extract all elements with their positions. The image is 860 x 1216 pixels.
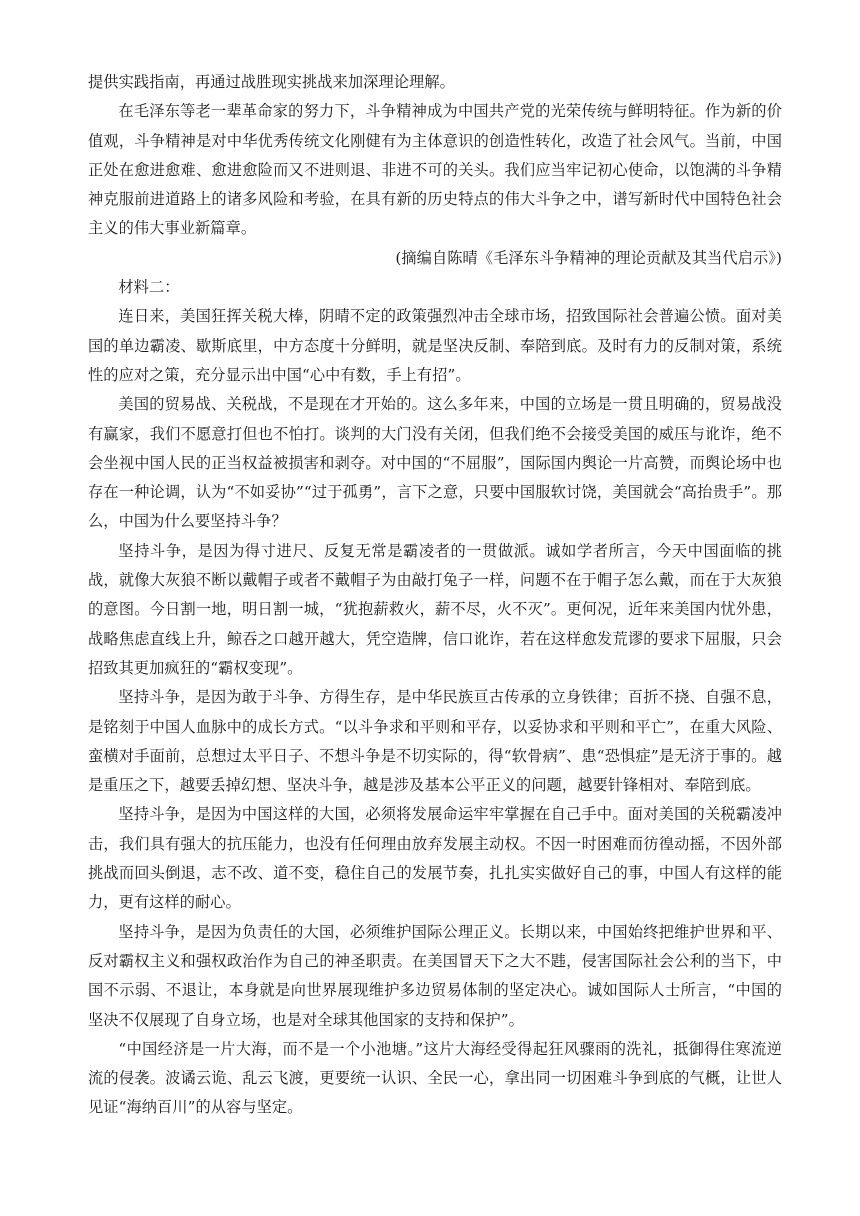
section-heading-material-two: 材料二： — [118, 278, 180, 297]
paragraph-reason-three: 坚持斗争，是因为中国这样的大国，必须将发展命运牢牢掌握在自己手中。面对美国的关税霸凌冲击，我们具有强大的抗压能力，也没有任何理由放弃发展主动权。不因一时困难而彷徨动摇，不因外部挑战而回头倒退，志不改、道不变，稳住自己的发展节奏，扎扎实实做好自己的事，中国人有这样的能力，更有这样的耐心。 — [88, 805, 782, 912]
paragraph-conclusion: “中国经济是一片大海，而不是一个小池塘。”这片大海经受得起狂风骤雨的洗礼，抵御得住寒流逆流的侵袭。波谲云诡、乱云飞渡，更要统一认识、全民一心，拿出同一切困难斗争到底的气概，让世人见证“海纳百川”的从容与坚定。 — [88, 1039, 782, 1117]
paragraph-reason-four: 坚持斗争，是因为负责任的大国，必须维护国际公理正义。长期以来，中国始终把维护世界和平、反对霸权主义和强权政治作为自己的神圣职责。在美国冒天下之大不韪，侵害国际社会公利的当下，中国不示弱、不退让，本身就是向世界展现维护多边贸易体制的坚定决心。诚如国际人士所言，“中国的坚决不仅展现了自身立场，也是对全球其他国家的支持和保护”。 — [88, 922, 782, 1029]
paragraph-reason-two: 坚持斗争，是因为敢于斗争、方得生存，是中华民族亘古传承的立身铁律；百折不挠、自强不息，是铭刻于中国人血脉中的成长方式。“以斗争求和平则和平存，以妥协求和平则和平亡”，在重大风险、蛮横对手面前，总想过太平日子、不想斗争是不切实际的，得“软骨病”、患“恐惧症”是无济于事的。越是重压之下，越要丢掉幻想、坚决斗争，越是涉及基本公平正义的问题，越要针锋相对、奉陪到底。 — [88, 688, 782, 795]
source-citation: (摘编自陈晴《毛泽东斗争精神的理论贡献及其当代启示》) — [395, 248, 782, 267]
paragraph-mao-struggle-spirit: 在毛泽东等老一辈革命家的努力下，斗争精神成为中国共产党的光荣传统与鲜明特征。作为新的价值观，斗争精神是对中华优秀传统文化刚健有为主体意识的创造性转化，改造了社会风气。当前，中国正处在愈进愈难、愈进愈险而又不进则退、非进不可的关头。我们应当牢记初心使命，以饱满的斗争精神克服前进道路上的诸多风险和考验，在具有新的历史特点的伟大斗争之中，谱写新时代中国特色社会主义的伟大事业新篇章。 — [88, 102, 782, 238]
paragraph-continuation: 提供实践指南，再通过战胜现实挑战来加深理论理解。 — [88, 73, 455, 91]
paragraph-reason-one: 坚持斗争，是因为得寸进尺、反复无常是霸凌者的一贯做派。诚如学者所言，今天中国面临的挑战，就像大灰狼不断以戴帽子或者不戴帽子为由敲打兔子一样，问题不在于帽子怎么戴，而在于大灰狼的意图。今日割一地，明日割一城，“犹抱薪救火，薪不尽，火不灭”。更何况，近年来美国内忧外患，战略焦虑直线上升，鲸吞之口越开越大，凭空造牌，信口讹诈，若在这样愈发荒谬的要求下屈服，只会招致其更加疯狂的“霸权变现”。 — [88, 541, 782, 677]
document-body — [88, 68, 782, 1123]
paragraph-tariff-intro: 连日来，美国狂挥关税大棒，阴晴不定的政策强烈冲击全球市场，招致国际社会普遍公愤。面对美国的单边霸凌、歇斯底里，中方态度十分鲜明，就是坚决反制、奉陪到底。及时有力的反制对策，系统性的应对之策，充分显示出中国“心中有数，手上有招”。 — [88, 307, 782, 384]
paragraph-trade-war: 美国的贸易战、关税战，不是现在才开始的。这么多年来，中国的立场是一贯且明确的，贸易战没有赢家，我们不愿意打但也不怕打。谈判的大门没有关闭，但我们绝不会接受美国的威压与讹诈，绝不会坐视中国人民的正当权益被损害和剥夺。对中国的“不屈服”，国际国内舆论一片高赞，而舆论场中也存在一种论调，认为“不如妥协”“过于孤勇”，言下之意，只要中国服软讨饶，美国就会“高抬贵手”。那么，中国为什么要坚持斗争？ — [88, 395, 782, 531]
